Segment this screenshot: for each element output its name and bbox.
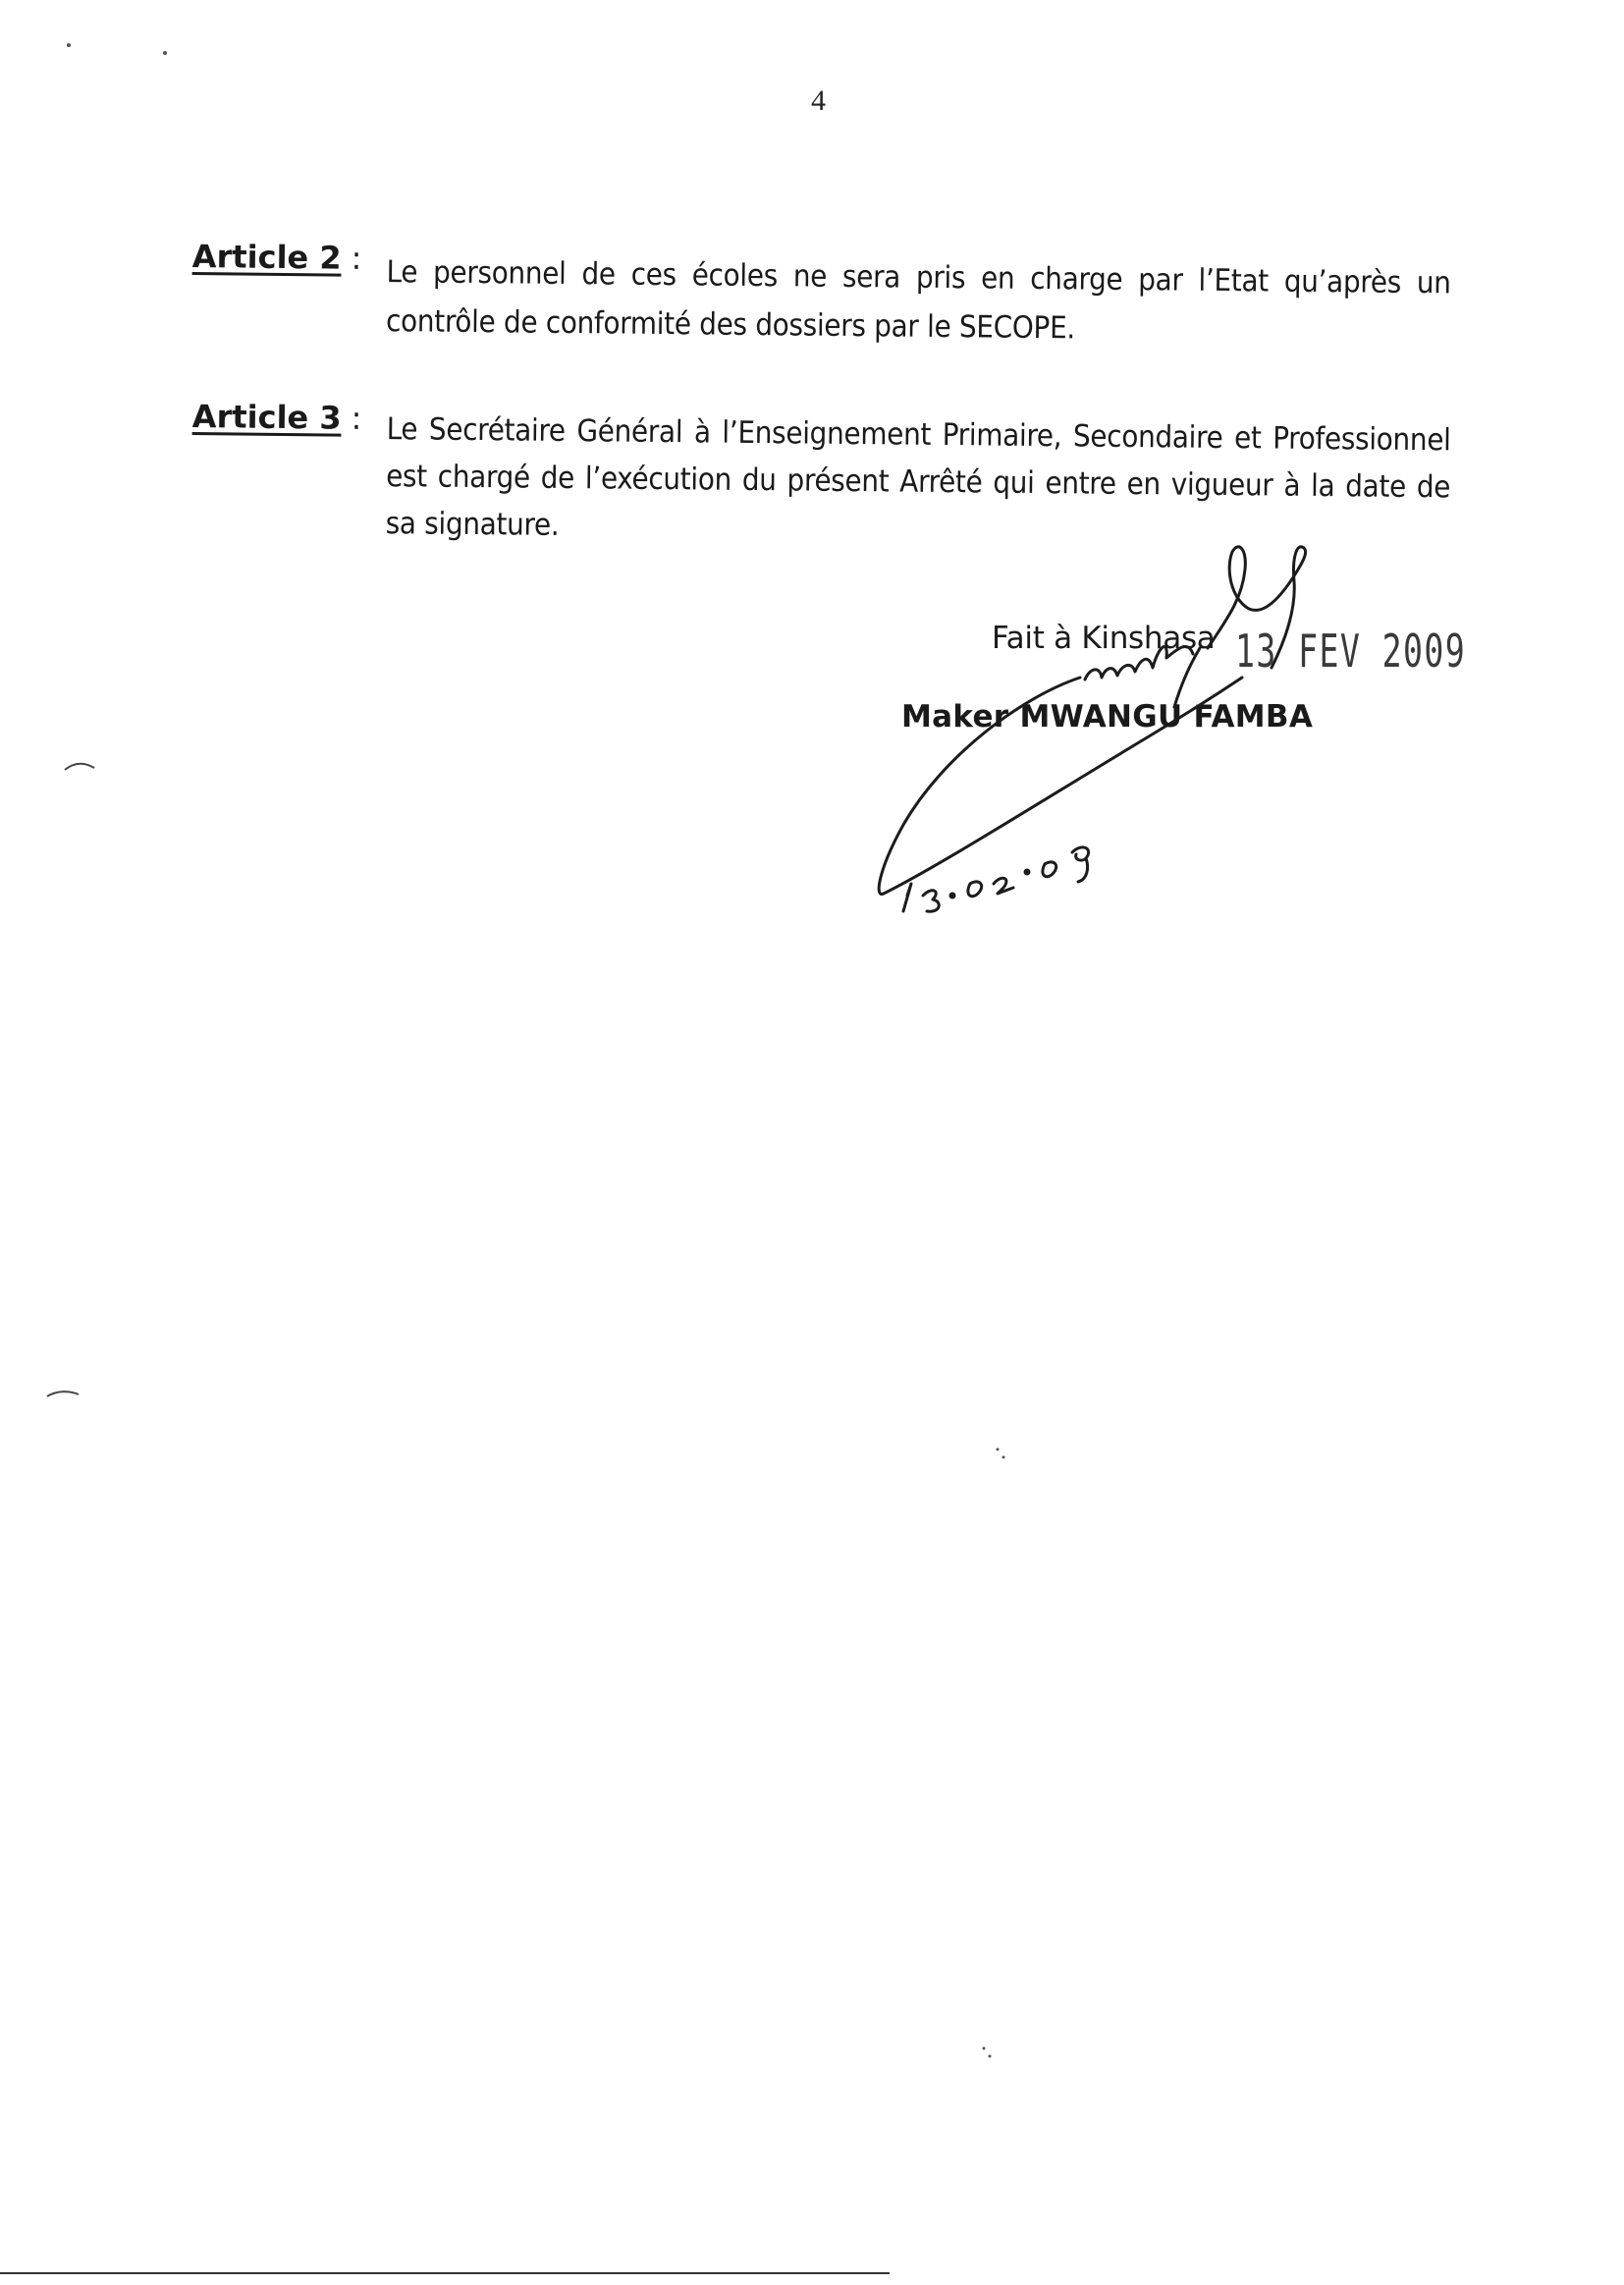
handwritten-date xyxy=(903,847,1089,911)
place-of-signature: Fait à Kinshasa xyxy=(992,621,1216,656)
scan-speck xyxy=(978,2042,998,2062)
page-number: 4 xyxy=(811,84,826,117)
date-stamp: 13 FEV 2009 xyxy=(1235,625,1467,678)
signature-flourish xyxy=(1208,547,1306,668)
handwritten-signature xyxy=(854,530,1404,962)
scan-speck xyxy=(992,1443,1011,1463)
bottom-edge-line xyxy=(0,2272,890,2274)
article-2-text: Le personnel de ces écoles ne sera pris en charge par l’Etat qu’après un contrôle de conformité des dossiers par le SECOPE. xyxy=(385,254,1451,347)
signature-loop xyxy=(879,678,1242,895)
article-3-label: Article 3 xyxy=(191,398,342,437)
article-3-heading xyxy=(192,398,362,437)
scan-mark xyxy=(43,1387,82,1400)
signatory-name: Maker MWANGU FAMBA xyxy=(901,699,1314,734)
scan-speck xyxy=(59,39,177,69)
article-2 xyxy=(191,238,1459,347)
signature-stroke xyxy=(1174,648,1200,707)
article-3-text: Le Secrétaire Général à l’Enseignement Primaire, Secondaire et Professionnel est chargé de l’exécution du présent Arrêté qui entre en vigueur à la date de sa signature. xyxy=(385,411,1451,543)
signature-scrawl xyxy=(1085,646,1193,680)
scan-mark xyxy=(61,756,100,776)
article-3 xyxy=(191,398,1459,543)
article-2-colon: : xyxy=(351,239,362,277)
article-2-heading xyxy=(192,238,362,277)
article-2-label: Article 2 xyxy=(191,238,342,277)
article-3-colon: : xyxy=(351,399,362,437)
